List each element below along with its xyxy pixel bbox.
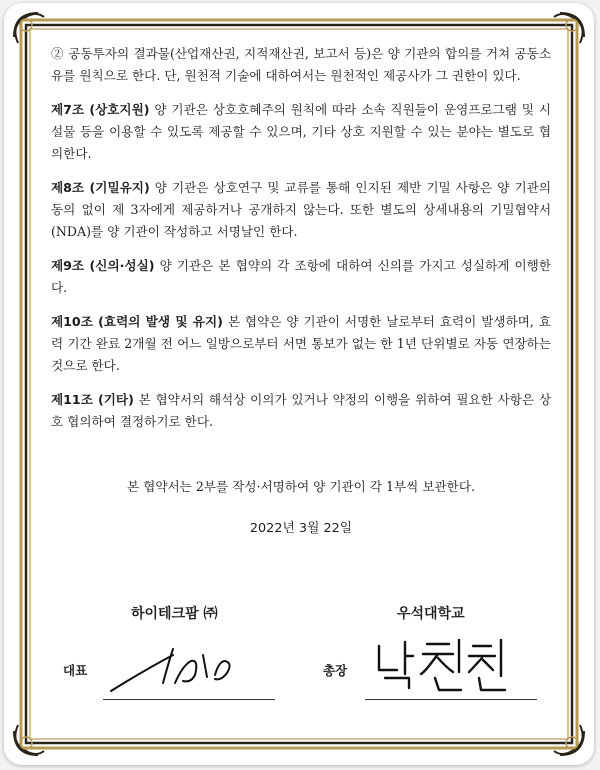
article-7 bbox=[51, 99, 551, 165]
article-8-text: 양 기관은 상호연구 및 교류를 통해 인지된 제반 기밀 사항은 양 기관의 동의 없이 제 3자에게 제공하거나 공개하지 않는다. 또한 별도의 상세내용의 기밀협약서(NDA)를 양 기관이 작성하고 서명날인 한다. bbox=[51, 180, 551, 239]
article-8-title: 제8조 (기밀유지) bbox=[51, 180, 150, 195]
signature-line-right bbox=[365, 699, 537, 700]
article-9 bbox=[51, 255, 551, 299]
article-9-text: 양 기관은 본 협약의 각 조항에 대하여 신의를 가지고 성실하게 이행한다. bbox=[51, 258, 552, 295]
article-10 bbox=[51, 311, 551, 377]
article-8 bbox=[51, 177, 551, 243]
document-page bbox=[4, 3, 594, 765]
document-body bbox=[51, 43, 552, 678]
signature-left bbox=[103, 631, 253, 701]
party-left-name: 하이테크팜 ㈜ bbox=[131, 606, 218, 622]
signing-date: 2022년 3월 22일 bbox=[249, 521, 353, 536]
article-9-title: 제9조 (신의·성실) bbox=[51, 258, 155, 273]
article-10-title: 제10조 (효력의 발생 및 유지) bbox=[51, 314, 223, 329]
article-10-text: 본 협약은 양 기관이 서명한 날로부터 효력이 발생하며, 효력 기간 완료 2개월 전 어느 일방으로부터 서면 통보가 없는 한 1년 단위별로 자동 연장하는 것으로 한다. bbox=[51, 314, 551, 373]
article-7-title: 제7조 (상호지원) bbox=[51, 102, 150, 117]
paragraph-clause-2: ② 공동투자의 결과물(산업재산권, 지적재산권, 보고서 등)은 양 기관의 합의를 거쳐 공동소유를 원칙으로 한다. 단, 원천적 기술에 대하여서는 원천적인 제공사가 그 권한이 있다. bbox=[51, 46, 551, 83]
closing-statement: 본 협약서는 2부를 작성·서명하여 양 기관이 각 1부씩 보관한다. bbox=[126, 479, 476, 494]
signature-line-left bbox=[103, 699, 275, 700]
party-right-role: 총장 bbox=[323, 663, 348, 678]
party-left-role: 대표 bbox=[63, 663, 88, 678]
party-right-name: 우석대학교 bbox=[397, 606, 465, 622]
signature-right bbox=[365, 628, 515, 698]
article-11-title: 제11조 (기타) bbox=[51, 392, 134, 407]
article-11 bbox=[51, 389, 551, 433]
article-7-text: 양 기관은 상호호혜주의 원칙에 따라 소속 직원들이 운영프로그램 및 시설물 등을 이용할 수 있도록 제공할 수 있으며, 기타 상호 지원할 수 있는 분야는 별도로 협의한다. bbox=[51, 102, 552, 161]
article-11-text: 본 협약서의 해석상 이의가 있거나 약정의 이행을 위하여 필요한 사항은 상호 협의하여 결정하기로 한다. bbox=[51, 392, 551, 429]
